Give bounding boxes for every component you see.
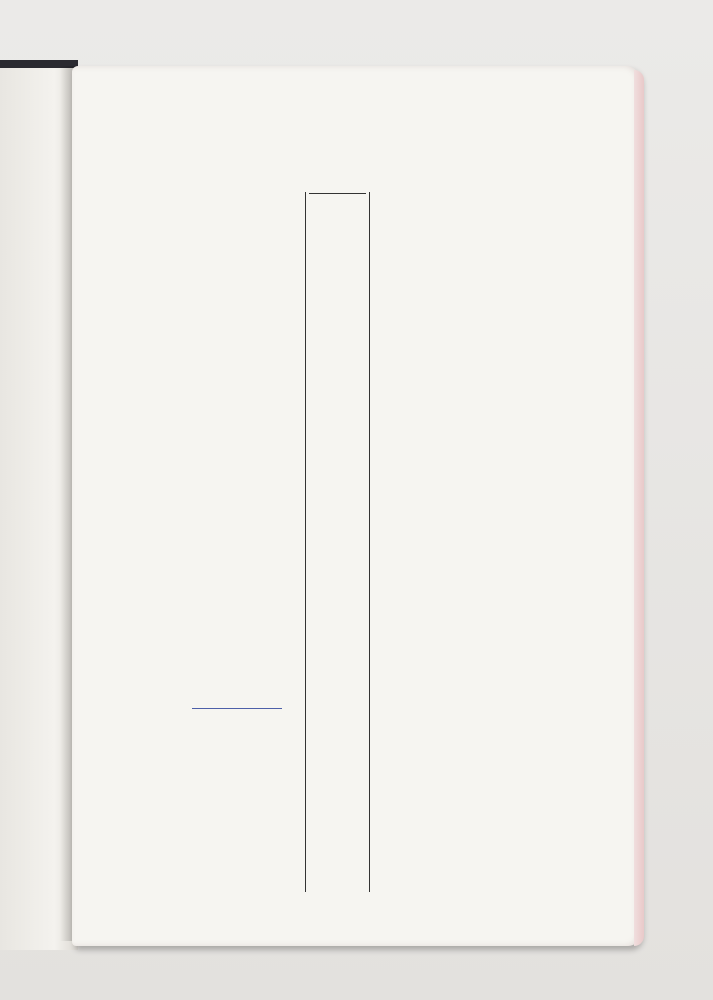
bible-page — [72, 66, 640, 946]
pen-underline — [192, 708, 282, 709]
chapter-label — [309, 192, 366, 194]
cross-reference-column — [305, 192, 370, 892]
left-text-column — [92, 192, 300, 196]
page-edge-stain — [634, 70, 644, 946]
